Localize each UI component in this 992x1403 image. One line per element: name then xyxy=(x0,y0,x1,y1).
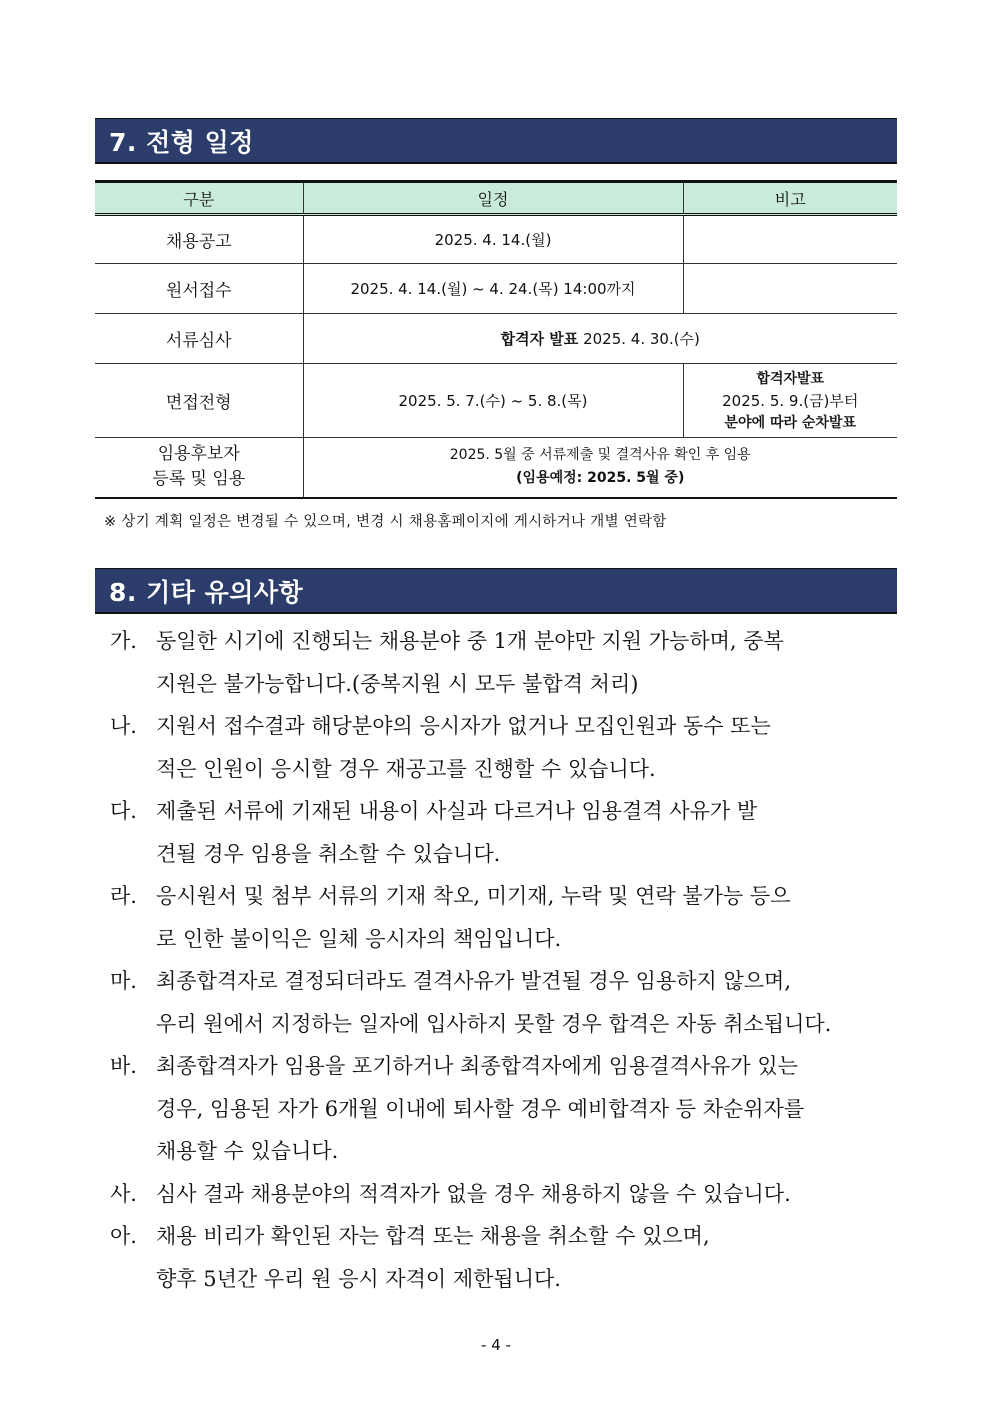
row-category: 서류심사 xyxy=(95,314,303,364)
row-schedule xyxy=(303,314,897,364)
item-marker: 마. xyxy=(110,969,137,993)
schedule-line: (임용예정: 2025. 5월 중) xyxy=(516,470,685,487)
list-item xyxy=(110,705,900,790)
item-line: 채용 비리가 확인된 자는 합격 또는 채용을 취소할 수 있으며, xyxy=(156,1224,710,1248)
row-note xyxy=(683,364,897,438)
item-line: 로 인한 불이익은 일체 응시자의 책임입니다. xyxy=(156,926,562,951)
list-item xyxy=(110,960,900,1045)
item-line: 최종합격자가 임용을 포기하거나 최종합격자에게 임용결격사유가 있는 xyxy=(156,1054,798,1078)
note-line: 분야에 따라 순차발표 xyxy=(724,414,856,431)
list-item xyxy=(110,1045,900,1173)
item-line: 지원은 불가능합니다.(중복지원 시 모두 불합격 처리) xyxy=(156,671,639,696)
item-line: 우리 원에서 지정하는 일자에 입사하지 못할 경우 합격은 자동 취소됩니다. xyxy=(156,1011,832,1036)
list-item xyxy=(110,790,900,875)
note-line: 합격자발표 xyxy=(756,370,825,387)
category-line: 등록 및 임용 xyxy=(152,469,246,490)
result-announcement-date: 2025. 4. 30.(수) xyxy=(583,330,700,348)
row-schedule: 2025. 4. 14.(월) xyxy=(303,215,683,264)
item-line: 향후 5년간 우리 원 응시 자격이 제한됩니다. xyxy=(156,1266,561,1291)
item-line: 응시원서 및 첨부 서류의 기재 착오, 미기재, 누락 및 연락 불가능 등으 xyxy=(156,884,791,908)
table-row xyxy=(95,364,897,438)
page-number: - 4 - xyxy=(481,1336,511,1354)
item-marker: 사. xyxy=(110,1181,137,1206)
table-header-row xyxy=(95,182,897,215)
item-line: 심사 결과 채용분야의 적격자가 없을 경우 채용하지 않을 수 있습니다. xyxy=(156,1181,791,1206)
item-marker: 가. xyxy=(110,629,137,653)
list-item xyxy=(110,1173,900,1216)
schedule-line: 2025. 5월 중 서류제출 및 결격사유 확인 후 임용 xyxy=(449,447,751,464)
item-line: 지원서 접수결과 해당분야의 응시자가 없거나 모집인원과 동수 또는 xyxy=(156,714,771,738)
note-line: 2025. 5. 9.(금)부터 xyxy=(722,391,859,410)
item-marker: 바. xyxy=(110,1054,137,1078)
row-schedule: 2025. 5. 7.(수) ~ 5. 8.(목) xyxy=(303,364,683,438)
list-item xyxy=(110,875,900,960)
row-schedule xyxy=(303,438,897,498)
item-marker: 라. xyxy=(110,884,137,908)
section-7-header xyxy=(95,118,897,164)
item-line: 경우, 임용된 자가 6개월 이내에 퇴사할 경우 예비합격자 등 차순위자를 xyxy=(156,1096,805,1121)
table-row xyxy=(95,438,897,498)
row-schedule: 2025. 4. 14.(월) ~ 4. 24.(목) 14:00까지 xyxy=(303,264,683,314)
row-category xyxy=(95,438,303,498)
item-line: 최종합격자로 결정되더라도 결격사유가 발견될 경우 임용하지 않으며, xyxy=(156,969,792,993)
list-item xyxy=(110,620,900,705)
item-marker: 다. xyxy=(110,799,137,823)
section-8-header xyxy=(95,568,897,614)
header-schedule: 일정 xyxy=(303,182,683,215)
section-8-title: 8. 기타 유의사항 xyxy=(109,577,304,607)
item-line: 제출된 서류에 기재된 내용이 사실과 다르거나 임용결격 사유가 발 xyxy=(156,799,758,823)
row-category: 면접전형 xyxy=(95,364,303,438)
item-marker: 아. xyxy=(110,1224,137,1248)
header-category: 구분 xyxy=(95,182,303,215)
item-line: 채용할 수 있습니다. xyxy=(156,1139,339,1163)
row-category: 채용공고 xyxy=(95,215,303,264)
row-note xyxy=(683,215,897,264)
section-7-title: 7. 전형 일정 xyxy=(109,127,254,157)
schedule-footnote: ※ 상기 계획 일정은 변경될 수 있으며, 변경 시 채용홈페이지에 게시하거나 개별 연락함 xyxy=(104,514,667,530)
notice-list xyxy=(110,620,900,1300)
row-note xyxy=(683,264,897,314)
table-row xyxy=(95,314,897,364)
item-marker: 나. xyxy=(110,714,137,738)
result-announcement-label: 합격자 발표 xyxy=(500,330,579,348)
row-category: 원서접수 xyxy=(95,264,303,314)
item-line: 동일한 시기에 진행되는 채용분야 중 1개 분야만 지원 가능하며, 중복 xyxy=(156,629,784,653)
header-note: 비고 xyxy=(683,182,897,215)
schedule-table xyxy=(95,180,897,499)
table-row xyxy=(95,215,897,264)
list-item xyxy=(110,1215,900,1300)
item-line: 적은 인원이 응시할 경우 재공고를 진행할 수 있습니다. xyxy=(156,756,656,781)
table-row xyxy=(95,264,897,314)
item-line: 견될 경우 임용을 취소할 수 있습니다. xyxy=(156,841,501,866)
category-line: 임용후보자 xyxy=(157,444,240,465)
